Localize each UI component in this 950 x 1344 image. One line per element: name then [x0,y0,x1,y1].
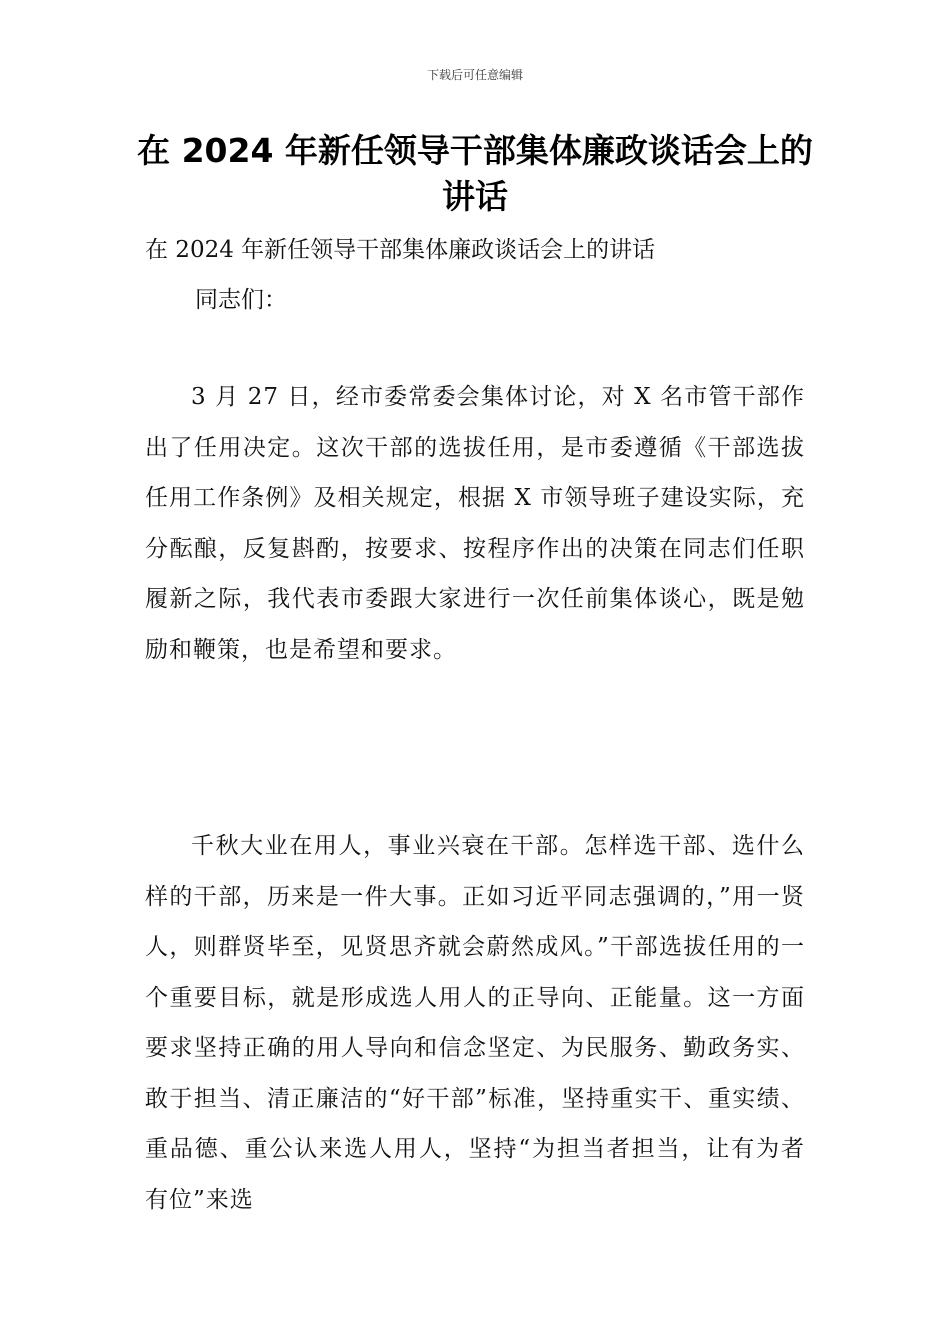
header-note: 下载后可任意编辑 [426,68,523,82]
paragraph: 千秋大业在用人，事业兴衰在干部。怎样选干部、选什么样的干部，历来是一件大事。正如习近平同志强调的，”用一贤人，则群贤毕至，见贤思齐就会蔚然成风。”干部选拔任用的一个重要目标，就是形成选人用人的正导向、正能量。这一方面要求坚持正确的用人导向和信念坚定、为民服务、勤政务实、敢于担当、清正廉洁的“好干部”标准，坚持重实干、重实绩、重品德、重公认来选人用人，坚持“为担当者担当，让有为者有位”来选 [145,833,805,1213]
document-subtitle: 在 2024 年新任领导干部集体廉政谈话会上的讲话 [145,237,656,263]
paragraph: 3 月 27 日，经市委常委会集体讨论，对 X 名市管干部作出了任用决定。这次干部的选拔任用，是市委遵循《干部选拔任用工作条例》及相关规定，根据 X 市领导班子建设实际，充分酝酿，反复斟酌，按要求、按程序作出的决策在同志们任职履新之际，我代表市委跟大家进行一次任前集体谈心，既是勉励和鞭策，也是希望和要求。 [145,384,805,663]
document-title: 在 2024 年新任领导干部集体廉政谈话会上的讲话 [137,131,813,216]
salutation: 同志们： [195,287,287,313]
